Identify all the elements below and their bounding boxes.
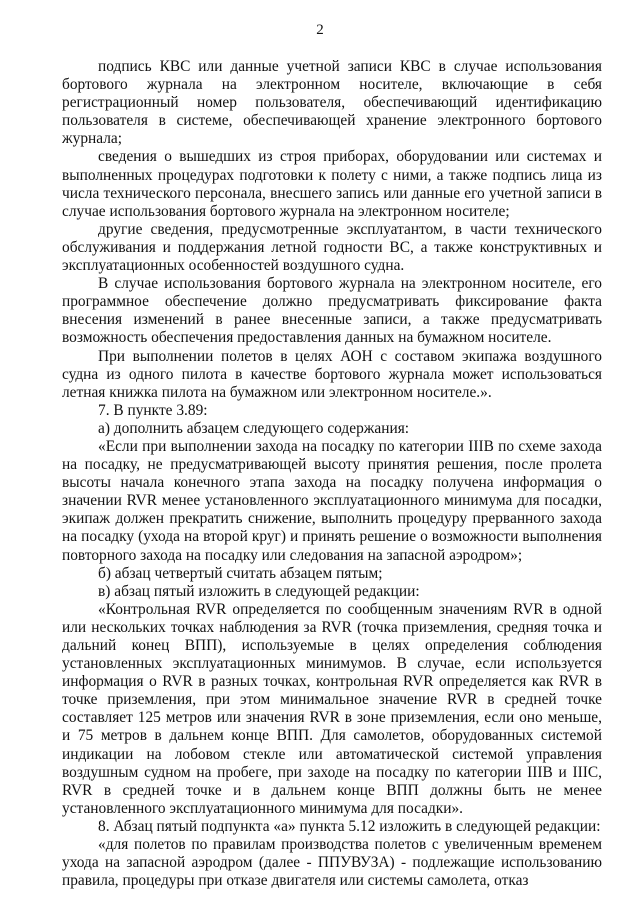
document-body (62, 58, 602, 890)
paragraph-item-7: 7. В пункте 3.89: (98, 401, 208, 419)
page-number: 2 (316, 22, 324, 38)
paragraph-electronic-log: В случае использования бортового журнала на электронном носителе, его программное обеспечение должно предусматривать фиксирование факта внесения изменений в ранее внесенные записи, а также предусматривать возможность обеспечения предоставления данных на бумажном носителе. (62, 275, 602, 347)
paragraph-item-7v: в) абзац пятый изложить в следующей редакции: (98, 582, 420, 600)
paragraph-controlling-rvr-quote: «Контрольная RVR определяется по сообщенным значениям RVR в одной или нескольких точках наблюдения за RVR (точка приземления, средняя точка и дальний конец ВПП), используемые в целях определения соблюдения установленных эксплуатационных минимумов. В случае, если используется информация о RVR в разных точках, контрольная RVR определяется как RVR в точке приземления, при этом минимальное значение RVR в средней точке составляет 125 метров или значения RVR в зоне приземления, если оно меньше, и 75 метров в дальнем конце ВПП. Для самолетов, оборудованных системой индикации на лобовом стекле или автоматической системой управления воздушным судном на пробеге, при заходе на посадку по категории IIIВ и IIIС, RVR в средней точке и в дальнем конце ВПП должны быть не менее установленного эксплуатационного минимума для посадки». (62, 600, 602, 817)
paragraph-item-8: 8. Абзац пятый подпункта «а» пункта 5.12 изложить в следующей редакции: (98, 817, 601, 835)
paragraph-item-7a: а) дополнить абзацем следующего содержания: (98, 419, 410, 437)
paragraph-cat-iiib-quote: «Если при выполнении захода на посадку по категории IIIВ по схеме захода на посадку, не предусматривающей высоту принятия решения, после пролета высоты начала конечного этапа захода на посадку получена информация о значении RVR менее установленного эксплуатационного минимума для посадки, экипаж должен прекратить снижение, выполнить процедуру прерванного захода на посадку (ухода на второй круг) и принять решение о возможности выполнения повторного захода на посадку или следования на запасной аэродром»; (62, 437, 602, 564)
paragraph-other-info: другие сведения, предусмотренные эксплуатантом, в части технического обслуживания и поддержания летной годности ВС, а также конструктивных и эксплуатационных особенностей воздушного судна. (62, 220, 602, 275)
paragraph-item-7b: б) абзац четвертый считать абзацем пятым; (98, 564, 383, 582)
paragraph-etops-quote: «для полетов по правилам производства полетов с увеличенным временем ухода на запасной аэродром (далее - ППУВУЗА) - подлежащие использованию правила, процедуры при отказе двигателя или системы самолета, отказ (62, 836, 602, 890)
paragraph-single-pilot: При выполнении полетов в целях АОН с составом экипажа воздушного судна из одного пилота в качестве бортового журнала может использоваться летная книжка пилота на бумажном или электронном носителе.». (62, 347, 602, 401)
paragraph-pic-signature: подпись КВС или данные учетной записи КВС в случае использования бортового журнала на электронном носителе, включающие в себя регистрационный номер пользователя, обеспечивающий идентификацию пользователя в системе, обеспечивающей хранение электронного бортового журнала; (62, 58, 602, 148)
paragraph-failed-equipment: сведения о вышедших из строя приборах, оборудовании или системах и выполненных процедурах подготовки к полету с ними, а также подпись лица из числа технического персонала, внесшего запись или данные его учетной записи в случае использования бортового журнала на электронном носителе; (62, 148, 602, 220)
